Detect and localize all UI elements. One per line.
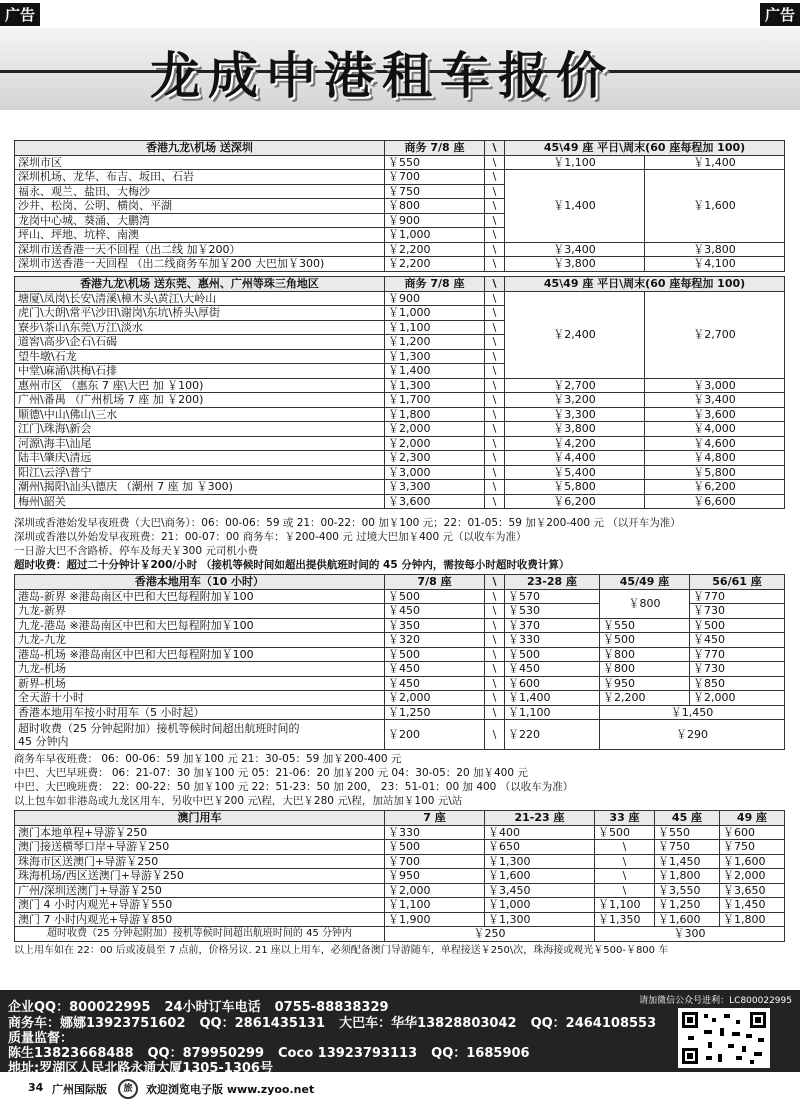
note-line: 深圳或香港始发早夜班费（大巴\商务）：06：00-06：59 或 21：00-22：00 加￥100 元；22：01-05：59 加￥200-400 元 （以开车为准）: [14, 517, 681, 529]
table-cell: ￥950: [385, 869, 485, 884]
table-cell: ￥6,200: [645, 480, 785, 495]
note-line: 超时收费：超过二十分钟计￥200/小时 （接机等候时间如超出提供航班时间的 45 分钟内，需按每小时超时收费计算）: [14, 559, 570, 571]
table-cell: ￥2,200: [385, 257, 485, 272]
quality-label: 质量监督：: [8, 1031, 74, 1046]
table-cell: 潮州\揭阳\汕头\德庆 （潮州 7 座 加 ￥300): [15, 480, 385, 495]
table-cell: ￥4,800: [645, 451, 785, 466]
table-cell: ￥3,200: [505, 393, 645, 408]
table-cell: ￥550: [655, 825, 720, 840]
table-cell: ￥3,450: [485, 883, 595, 898]
table-cell: ￥1,000: [385, 306, 485, 321]
table-cell: \: [485, 662, 505, 677]
table-cell: ￥1,900: [385, 912, 485, 927]
table-cell: \: [485, 465, 505, 480]
table-cell: ￥1,600: [645, 170, 785, 243]
table-cell: ￥770: [690, 589, 785, 604]
table-cell: ￥2,000: [720, 869, 785, 884]
table-cell: \: [485, 349, 505, 364]
table-cell: ￥700: [385, 170, 485, 185]
table-row: [15, 480, 785, 495]
table-cell: \: [485, 364, 505, 379]
header-cell: 香港本地用车（10 小时）: [15, 575, 385, 590]
table-cell: ￥1,400: [505, 170, 645, 243]
table-row: [15, 451, 785, 466]
table-cell: 澳门接送横琴口岸+导游￥250: [15, 840, 385, 855]
table-cell: 道窖\高步\企石\石碣: [15, 335, 385, 350]
qr-label: 请加微信公众号进利：LC800022995: [639, 996, 792, 1006]
table-cell: \: [485, 378, 505, 393]
table-cell: ￥500: [600, 633, 690, 648]
table-row: [15, 825, 785, 840]
hotline-number: 0755-88838329: [274, 1000, 389, 1015]
table-cell: ￥450: [385, 604, 485, 619]
contact-line-2: [8, 1012, 670, 1031]
header-cell: \: [485, 575, 505, 590]
header-cell: 商务 7/8 座: [385, 277, 485, 292]
table-row: [15, 705, 785, 720]
header-cell: 商务 7/8 座: [385, 141, 485, 156]
table-cell: 九龙-新界: [15, 604, 385, 619]
table-cell: ￥350: [385, 618, 485, 633]
business-car-qq: QQ：2861435131: [199, 1016, 326, 1031]
table-cell: 陆丰\肇庆\清远: [15, 451, 385, 466]
table-cell: ￥1,100: [505, 155, 645, 170]
table-cell: ￥2,700: [645, 291, 785, 378]
notes-surcharges: [14, 516, 784, 572]
table-cell: ￥3,300: [505, 407, 645, 422]
table-cell: 港岛-新界 ※港岛南区中巴和大巴每程附加￥100: [15, 589, 385, 604]
table-row: [15, 589, 785, 604]
note-line: 一日游大巴不含路桥、停车及每天￥300 元司机小费: [14, 545, 258, 557]
supervisor-contact: 陈生13823668488: [8, 1046, 134, 1061]
table-cell: ￥330: [505, 633, 600, 648]
table-cell: ￥500: [595, 825, 655, 840]
note-line: 中巴、大巴早班费： 06：21-07：30 加￥100 元 05：21-06：20 加￥200 元 04：30-05：20 加￥400 元: [14, 767, 528, 779]
table-cell: 河源\海丰\汕尾: [15, 436, 385, 451]
header-cell: 49 座: [720, 811, 785, 826]
table-cell: ￥1,250: [385, 705, 485, 720]
table-cell: ￥1,600: [655, 912, 720, 927]
table-row: [15, 155, 785, 170]
table-cell: 广州\番禺 （广州机场 7 座 加 ￥200): [15, 393, 385, 408]
overtime-text: 45 分钟内: [18, 734, 69, 748]
website-link[interactable]: 欢迎浏览电子版 www.zyoo.net: [146, 1083, 315, 1096]
overtime-text: 超时收费（25 分钟起附加）接机等候时间超出航班时间的: [18, 721, 300, 735]
note-line: 商务车早夜班费： 06：00-06：59 加￥100 元 21：30-05：59 加￥200-400 元: [14, 753, 402, 765]
table-cell: ￥530: [505, 604, 600, 619]
table-cell: ￥3,800: [645, 242, 785, 257]
table-cell: ￥1,300: [485, 912, 595, 927]
table-cell: ￥500: [385, 840, 485, 855]
table-cell: ￥800: [600, 589, 690, 618]
table-cell: ￥450: [690, 633, 785, 648]
table-cell: \: [485, 618, 505, 633]
table-cell: ￥4,600: [645, 436, 785, 451]
table-cell: ￥1,300: [385, 349, 485, 364]
header-cell: 45\49 座 平日\周末(60 座每程加 100): [505, 141, 785, 156]
table-row: [15, 647, 785, 662]
page-number: 34: [28, 1081, 44, 1094]
table-cell: 阳江\云浮\普宁: [15, 465, 385, 480]
bus-qq: QQ：2464108553: [530, 1016, 657, 1031]
hotline-label: 24小时订车电话: [164, 1000, 261, 1015]
table-cell: \: [485, 604, 505, 619]
table-cell: 沙井、松岗、公明、横岗、平湖: [15, 199, 385, 214]
table-cell: \: [485, 705, 505, 720]
table-cell: ￥750: [385, 184, 485, 199]
supervisor-qq: QQ：879950299: [147, 1046, 265, 1061]
table-cell: \: [485, 436, 505, 451]
coco-contact: Coco 13923793113: [278, 1046, 418, 1061]
table-cell: ￥4,400: [505, 451, 645, 466]
overtime-label: [15, 720, 385, 750]
table-cell: \: [485, 242, 505, 257]
table-cell: ￥1,400: [505, 691, 600, 706]
table-cell: 澳门 7 小时内观光+导游￥850: [15, 912, 385, 927]
table-cell: 惠州市区 （惠东 7 座\大巴 加 ￥100): [15, 378, 385, 393]
table-cell: ￥800: [600, 662, 690, 677]
table-cell: 九龙-机场: [15, 662, 385, 677]
qr-code-icon: [678, 1008, 770, 1068]
table-cell: ￥1,400: [385, 364, 485, 379]
table-row: [15, 436, 785, 451]
table-cell: ￥1,800: [385, 407, 485, 422]
table-cell: ￥5,800: [505, 480, 645, 495]
table-row: [15, 291, 785, 306]
table-cell: \: [485, 257, 505, 272]
table-cell: 澳门本地单程+导游￥250: [15, 825, 385, 840]
table-cell: ￥3,400: [645, 393, 785, 408]
table-cell: ￥600: [505, 676, 600, 691]
table-row: [15, 691, 785, 706]
edition-label: 广州国际版: [52, 1083, 107, 1096]
table-cell: ￥4,200: [505, 436, 645, 451]
table-cell: ￥2,200: [600, 691, 690, 706]
table-cell: ￥1,800: [720, 912, 785, 927]
table-cell: 江门\珠海\新会: [15, 422, 385, 437]
table-cell: ￥730: [690, 662, 785, 677]
table-cell: \: [485, 228, 505, 243]
table-cell: ￥900: [385, 213, 485, 228]
table-cell: ￥200: [385, 720, 485, 750]
table-cell: ￥1,300: [485, 854, 595, 869]
header-cell: 45/49 座: [600, 575, 690, 590]
ad-label-left: 广告: [0, 3, 40, 26]
table-cell: 坪山、坪地、坑梓、南澳: [15, 228, 385, 243]
table-cell: 珠海机场/西区送澳门+导游￥250: [15, 869, 385, 884]
note-macau: 以上用车如在 22：00 后或凌晨至 7 点前，价格另议. 21 座以上用车，必须配备澳门导游随车，单程接送￥250\次，珠海接或观光￥500-￥800 车: [14, 945, 669, 956]
table-cell: \: [485, 691, 505, 706]
table-cell: ￥1,800: [655, 869, 720, 884]
ad-label-right: 广告: [760, 3, 800, 26]
table-cell: 澳门 4 小时内观光+导游￥550: [15, 898, 385, 913]
table-row: [15, 898, 785, 913]
table-cell: ￥4,100: [645, 257, 785, 272]
table-row-overtime: [15, 927, 785, 942]
table-cell: ￥3,550: [655, 883, 720, 898]
header-cell: 23-28 座: [505, 575, 600, 590]
table-cell: 塘厦\凤岗\长安\清溪\樟木头\黄江\大岭山: [15, 291, 385, 306]
magazine-logo: 旅: [118, 1079, 138, 1099]
table-cell: ￥2,700: [505, 378, 645, 393]
table-row: [15, 676, 785, 691]
table-cell: 望牛墩\石龙: [15, 349, 385, 364]
table-cell: \: [485, 213, 505, 228]
table-cell: ￥1,100: [505, 705, 600, 720]
table-cell: ￥330: [385, 825, 485, 840]
table-cell: ￥2,400: [505, 291, 645, 378]
table-cell: 广州/深圳送澳门+导游￥250: [15, 883, 385, 898]
table-cell: \: [485, 633, 505, 648]
table-cell: \: [485, 494, 505, 509]
table-cell: 深圳市送香港一天回程 （出二线商务车加￥200 大巴加￥300): [15, 257, 385, 272]
header-cell: 21-23 座: [485, 811, 595, 826]
table-cell: ￥450: [505, 662, 600, 677]
table-row: [15, 633, 785, 648]
note-line: 以上包车如非港岛或九龙区用车，另收中巴￥200 元\程，大巴￥280 元\程，加站加￥100 元\站: [14, 795, 463, 807]
table-row: [15, 378, 785, 393]
table-cell: ￥1,450: [720, 898, 785, 913]
table-cell: ￥3,800: [505, 422, 645, 437]
note-line: 中巴、大巴晚班费： 22：00-22：50 加￥100 元 22：51-23：50 加 200， 23：51-01：00 加 400 （以收车为准）: [14, 781, 574, 793]
enterprise-qq: 企业QQ：800022995: [8, 1000, 151, 1015]
table-cell: ￥320: [385, 633, 485, 648]
bus-contact: 大巴车：华华13828803042: [339, 1016, 517, 1031]
table-row: [15, 242, 785, 257]
table-cell: ￥1,700: [385, 393, 485, 408]
table-cell: ￥3,400: [505, 242, 645, 257]
table-cell: ￥2,000: [385, 436, 485, 451]
table-hk-to-shenzhen: [14, 140, 785, 272]
business-car-contact: 商务车：娜娜13923751602: [8, 1016, 186, 1031]
table-cell: ￥650: [485, 840, 595, 855]
table-cell: ￥550: [600, 618, 690, 633]
table-cell: \: [485, 393, 505, 408]
table-cell: ￥450: [385, 676, 485, 691]
table-cell: ￥1,100: [385, 898, 485, 913]
table-cell: \: [485, 480, 505, 495]
header-cell: \: [485, 277, 505, 292]
table-cell: ￥450: [385, 662, 485, 677]
table-cell: ￥290: [600, 720, 785, 750]
table-cell: ￥950: [600, 676, 690, 691]
table-cell: ￥1,250: [655, 898, 720, 913]
table-hk-local: [14, 574, 785, 750]
table-cell: 九龙-九龙: [15, 633, 385, 648]
table-cell: ￥250: [385, 927, 595, 942]
table-cell: 梅州\韶关: [15, 494, 385, 509]
table-row: [15, 883, 785, 898]
table-row: [15, 869, 785, 884]
header-cell: 45\49 座 平日\周末(60 座每程加 100): [505, 277, 785, 292]
table-row: [15, 494, 785, 509]
address: 地址:罗湖区人民北路永通大厦1305-1306号: [8, 1061, 273, 1076]
note-line: 深圳或香港以外始发早夜班费：21：00-07：00 商务车：￥200-400 元 过境大巴加￥400 元（以收车为准）: [14, 531, 527, 543]
table-cell: ￥3,000: [385, 465, 485, 480]
table-cell: ￥3,600: [385, 494, 485, 509]
table-cell: \: [485, 335, 505, 350]
header-cell: 33 座: [595, 811, 655, 826]
table-cell: ￥770: [690, 647, 785, 662]
table-cell: ￥500: [690, 618, 785, 633]
header-cell: 7 座: [385, 811, 485, 826]
table-cell: ￥400: [485, 825, 595, 840]
table-cell: ￥500: [385, 647, 485, 662]
table-cell: 新界-机场: [15, 676, 385, 691]
table-row: [15, 912, 785, 927]
table-cell: ￥730: [690, 604, 785, 619]
table-cell: ￥1,100: [385, 320, 485, 335]
table-cell: 寮步\茶山\东莞\万江\淡水: [15, 320, 385, 335]
table-cell: ￥1,100: [595, 898, 655, 913]
table-cell: ￥1,450: [600, 705, 785, 720]
header-cell: 香港九龙\机场 送深圳: [15, 141, 385, 156]
table-row: [15, 257, 785, 272]
table-cell: 香港本地用车按小时用车（5 小时起）: [15, 705, 385, 720]
table-cell: ￥2,000: [385, 691, 485, 706]
table-cell: 深圳市区: [15, 155, 385, 170]
contact-panel: [0, 990, 800, 1076]
table-cell: ￥3,600: [645, 407, 785, 422]
table-cell: ￥700: [385, 854, 485, 869]
table-cell: 虎门\大朗\常平\沙田\谢岗\东坑\桥头\厚街: [15, 306, 385, 321]
table-cell: ￥570: [505, 589, 600, 604]
page-title: 龙成中港租车报价: [150, 47, 614, 105]
table-cell: ￥2,300: [385, 451, 485, 466]
table-cell: ￥850: [690, 676, 785, 691]
table-cell: ￥1,400: [645, 155, 785, 170]
table-cell: ￥1,600: [485, 869, 595, 884]
table-row: [15, 170, 785, 185]
table-cell: ￥3,650: [720, 883, 785, 898]
table-cell: \: [595, 869, 655, 884]
table-cell: 龙岗中心城、葵涌、大鹏湾: [15, 213, 385, 228]
table-cell: ￥6,600: [645, 494, 785, 509]
table-cell: \: [485, 647, 505, 662]
table-row: [15, 465, 785, 480]
table-cell: ￥600: [720, 825, 785, 840]
table-cell: ￥3,800: [505, 257, 645, 272]
table-cell: ￥900: [385, 291, 485, 306]
table-cell: \: [485, 155, 505, 170]
table-cell: 深圳机场、龙华、布吉、坂田、石岩: [15, 170, 385, 185]
table-cell: ￥2,000: [385, 422, 485, 437]
header-cell: \: [485, 141, 505, 156]
table-cell: 珠海市区送澳门+导游￥250: [15, 854, 385, 869]
header-cell: 澳门用车: [15, 811, 385, 826]
table-cell: \: [595, 883, 655, 898]
coco-qq: QQ：1685906: [431, 1046, 530, 1061]
table-cell: \: [485, 422, 505, 437]
table-cell: ￥1,000: [485, 898, 595, 913]
table-cell: \: [595, 854, 655, 869]
table-cell: \: [485, 589, 505, 604]
table-cell: ￥220: [505, 720, 600, 750]
table-row: [15, 422, 785, 437]
table-cell: ￥550: [385, 155, 485, 170]
table-row: [15, 407, 785, 422]
table-hk-to-prd: [14, 276, 785, 509]
table-cell: \: [485, 451, 505, 466]
table-cell: ￥800: [385, 199, 485, 214]
header-cell: 香港九龙\机场 送东莞、惠州、广州等珠三角地区: [15, 277, 385, 292]
table-cell: ￥2,200: [385, 242, 485, 257]
table-cell: ￥1,000: [385, 228, 485, 243]
page-footer: [0, 1078, 800, 1100]
table-row: [15, 854, 785, 869]
table-cell: 顺德\中山\佛山\三水: [15, 407, 385, 422]
contact-line-5: [8, 1057, 287, 1076]
table-row: [15, 393, 785, 408]
table-cell: \: [485, 199, 505, 214]
table-cell: ￥500: [505, 647, 600, 662]
table-cell: ￥6,200: [505, 494, 645, 509]
table-cell: 九龙-港岛 ※港岛南区中巴和大巴每程附加￥100: [15, 618, 385, 633]
table-cell: \: [595, 840, 655, 855]
table-cell: \: [485, 676, 505, 691]
table-cell: ￥5,400: [505, 465, 645, 480]
table-row: [15, 662, 785, 677]
notes-night-fees: [14, 752, 784, 808]
table-cell: 福永、观兰、盐田、大梅沙: [15, 184, 385, 199]
table-cell: ￥750: [655, 840, 720, 855]
table-cell: ￥500: [385, 589, 485, 604]
table-cell: \: [485, 291, 505, 306]
table-cell: ￥1,200: [385, 335, 485, 350]
table-cell: \: [485, 320, 505, 335]
table-row: [15, 618, 785, 633]
table-row-overtime: [15, 720, 785, 750]
table-cell: ￥1,300: [385, 378, 485, 393]
table-cell: 深圳市送香港一天不回程（出二线 加￥200）: [15, 242, 385, 257]
table-macau: [14, 810, 785, 942]
table-cell: ￥1,600: [720, 854, 785, 869]
table-cell: ￥5,800: [645, 465, 785, 480]
table-row: [15, 840, 785, 855]
table-cell: ￥800: [600, 647, 690, 662]
table-cell: ￥1,450: [655, 854, 720, 869]
table-cell: \: [485, 720, 505, 750]
table-cell: \: [485, 407, 505, 422]
header-cell: 56/61 座: [690, 575, 785, 590]
table-cell: ￥1,350: [595, 912, 655, 927]
table-cell: ￥300: [595, 927, 785, 942]
table-cell: \: [485, 306, 505, 321]
table-cell: ￥370: [505, 618, 600, 633]
table-cell: 港岛-机场 ※港岛南区中巴和大巴每程附加￥100: [15, 647, 385, 662]
table-cell: ￥3,300: [385, 480, 485, 495]
header-cell: 7/8 座: [385, 575, 485, 590]
table-cell: 中堂\麻涌\洪梅\石排: [15, 364, 385, 379]
table-cell: \: [485, 184, 505, 199]
table-cell: ￥750: [720, 840, 785, 855]
table-cell: ￥2,000: [385, 883, 485, 898]
table-cell: 超时收费（25 分钟起附加）接机等候时间超出航班时间的 45 分钟内: [15, 927, 385, 942]
header-cell: 45 座: [655, 811, 720, 826]
table-cell: \: [485, 170, 505, 185]
table-cell: ￥2,000: [690, 691, 785, 706]
table-cell: ￥3,000: [645, 378, 785, 393]
table-cell: ￥4,000: [645, 422, 785, 437]
table-cell: 全天游十小时: [15, 691, 385, 706]
